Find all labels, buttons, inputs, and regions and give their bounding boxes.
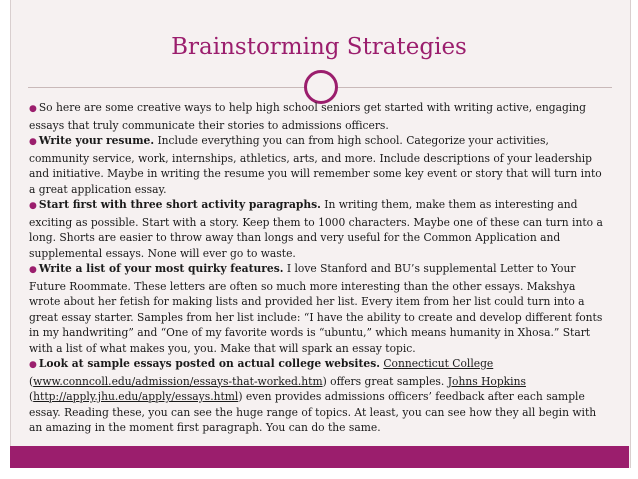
bullet-icon: ●	[29, 360, 37, 370]
paragraph-text: Include everything you can from high school. Categorize your activities, community service, work, internships, athletics, arts, and more. Include descriptions of your leadership and initiative. Maybe in writing the resume you will remember some key event or story that will turn into a great application essay.	[29, 134, 602, 196]
bullet-paragraph	[29, 197, 604, 261]
bullet-paragraph	[29, 133, 604, 197]
bullet-icon: ●	[29, 137, 37, 147]
paragraph-text: In writing them, make them as interesting and exciting as possible. Start with a story. Keep them to 1000 characters. Maybe one of these can turn into a long. Shorts are easier to throw away than longs and very useful for the Common Application and supplemental essays. None will ever go to waste.	[29, 198, 603, 260]
bullet-icon: ●	[29, 201, 37, 211]
paragraph-lead: Write a list of your most quirky features.	[38, 262, 284, 275]
connecticut-college-link[interactable]: Connecticut College	[383, 357, 494, 370]
bullet-paragraph	[29, 356, 604, 436]
paragraph-text: I love Stanford and BU’s supplemental Letter to Your Future Roommate. These letters are often so much more interesting than the other essays. Makshya wrote about her fetish for making lists and provided her list. Every item from her list could turn into a great essay starter. Samples from her list include: “I have the ability to create and develop different fonts in my handwriting” and “One of my favorite words is “ubuntu,” which means humanity in Xhosa.” Start with a list of what makes you, you. Make that will spark an essay topic.	[29, 262, 603, 355]
paragraph-text: ) even provides admissions officers’ feedback after each sample essay. Reading these, you can see the huge range of topics. At least, you can see how they all begin with an amazing in the moment first paragraph. You can do the same.	[29, 390, 597, 434]
paren-open: (	[29, 390, 34, 403]
bullet-icon: ●	[29, 104, 37, 114]
paragraph-lead: Write your resume.	[38, 134, 155, 147]
bullet-paragraph	[29, 261, 604, 356]
bullet-paragraph	[29, 100, 604, 133]
footer-bar	[10, 446, 629, 468]
slide-title: Brainstorming Strategies	[171, 34, 467, 60]
paragraph-text: ) offers great samples.	[322, 374, 448, 388]
johns-hopkins-link[interactable]: Johns Hopkins	[447, 374, 526, 388]
jhu-url-link[interactable]: http://apply.jhu.edu/apply/essays.html	[33, 390, 239, 403]
paragraph-lead: Start first with three short activity paragraphs.	[38, 198, 321, 211]
circle-ornament-icon	[304, 70, 338, 104]
paragraph-text: So here are some creative ways to help high school seniors get started with writing active, engaging essays that truly communicate their stories to admissions officers.	[29, 101, 586, 132]
slide-body	[29, 100, 604, 436]
conncoll-url-link[interactable]: www.conncoll.edu/admission/essays-that-worked.htm	[33, 374, 323, 388]
paren-open: (	[29, 374, 34, 388]
bullet-icon: ●	[29, 265, 37, 275]
paragraph-lead: Look at sample essays posted on actual college websites.	[38, 357, 380, 370]
